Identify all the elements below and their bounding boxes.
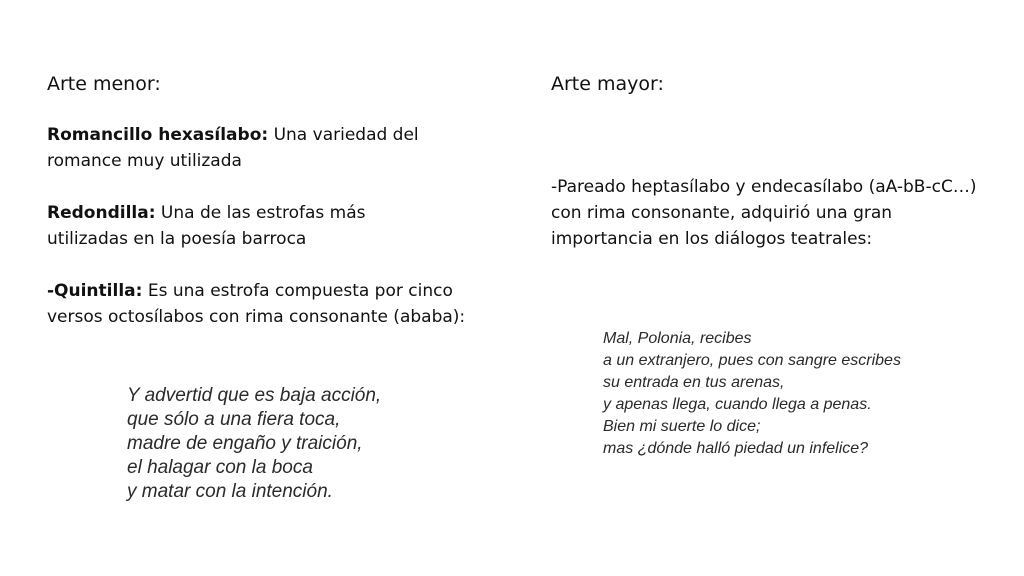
poem-line: su entrada en tus arenas, (603, 374, 785, 391)
item-romancillo (47, 122, 467, 174)
item-quintilla (47, 278, 487, 330)
heading-arte-mayor: Arte mayor: (551, 73, 664, 95)
poem-line: el halagar con la boca (127, 457, 313, 478)
item-romancillo-term: Romancillo hexasílabo: (47, 125, 269, 145)
item-quintilla-text: Es una estrofa compuesta por cinco versos octosílabos con rima consonante (ababa): (47, 281, 466, 327)
poem-line: Y advertid que es baja acción, (127, 385, 382, 406)
poem-line: que sólo a una fiera toca, (127, 409, 341, 430)
item-redondilla-text: Una de las estrofas más utilizadas en la poesía barroca (47, 203, 366, 249)
pareado-poem (603, 328, 901, 460)
paragraph-pareado: -Pareado heptasílabo y endecasílabo (aA-bB-cC…) con rima consonante, adquirió una gran importancia en los diálogos teatrales: (551, 177, 977, 249)
poem-line: y apenas llega, cuando llega a penas. (603, 396, 872, 413)
item-redondilla-term: Redondilla: (47, 203, 156, 223)
poem-line: y matar con la intención. (127, 481, 333, 502)
heading-arte-menor: Arte menor: (47, 73, 161, 95)
item-redondilla (47, 200, 447, 252)
item-romancillo-text: Una variedad del romance muy utilizada (47, 125, 419, 171)
poem-line: Mal, Polonia, recibes (603, 330, 752, 347)
poem-line: a un extranjero, pues con sangre escribes (603, 352, 901, 369)
poem-line: madre de engaño y traición, (127, 433, 363, 454)
quintilla-poem (127, 384, 381, 504)
item-quintilla-term: -Quintilla: (47, 281, 143, 301)
poem-line: mas ¿dónde halló piedad un infelice? (603, 440, 869, 457)
poem-line: Bien mi suerte lo dice; (603, 418, 761, 435)
